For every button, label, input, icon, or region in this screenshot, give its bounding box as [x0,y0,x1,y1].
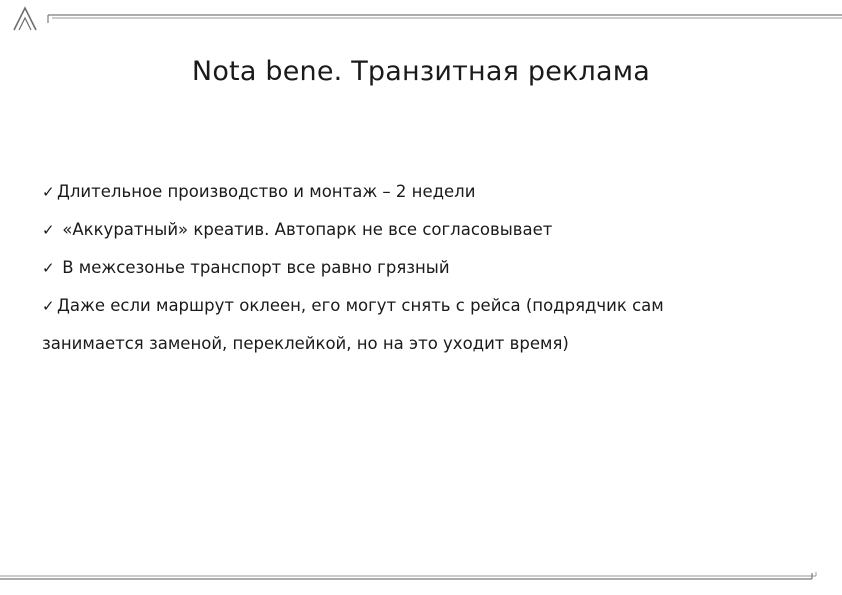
check-icon: ✓ [42,297,55,315]
check-icon: ✓ [42,259,55,277]
slide-title: Nota bene. Транзитная реклама [191,56,651,87]
bullet-text: Длительное производство и монтаж – 2 недели [57,182,476,201]
bullet-text: Даже если маршрут оклеен, его могут снять с рейса (подрядчик сам занимается заменой, переклейкой, но на это уходит время) [42,296,664,353]
bullet-item [42,287,692,363]
bullet-item [42,249,802,287]
bullet-item [42,173,802,211]
bullet-item [42,211,802,249]
bottom-divider [0,572,842,586]
bullet-text: В межсезонье транспорт все равно грязный [57,258,450,277]
logo-a-monogram-icon [12,6,38,32]
bullet-list [42,173,802,363]
check-icon: ✓ [42,221,55,239]
bullet-text: «Аккуратный» креатив. Автопарк не все согласовывает [57,220,553,239]
top-divider [46,12,842,24]
check-icon: ✓ [42,183,55,201]
